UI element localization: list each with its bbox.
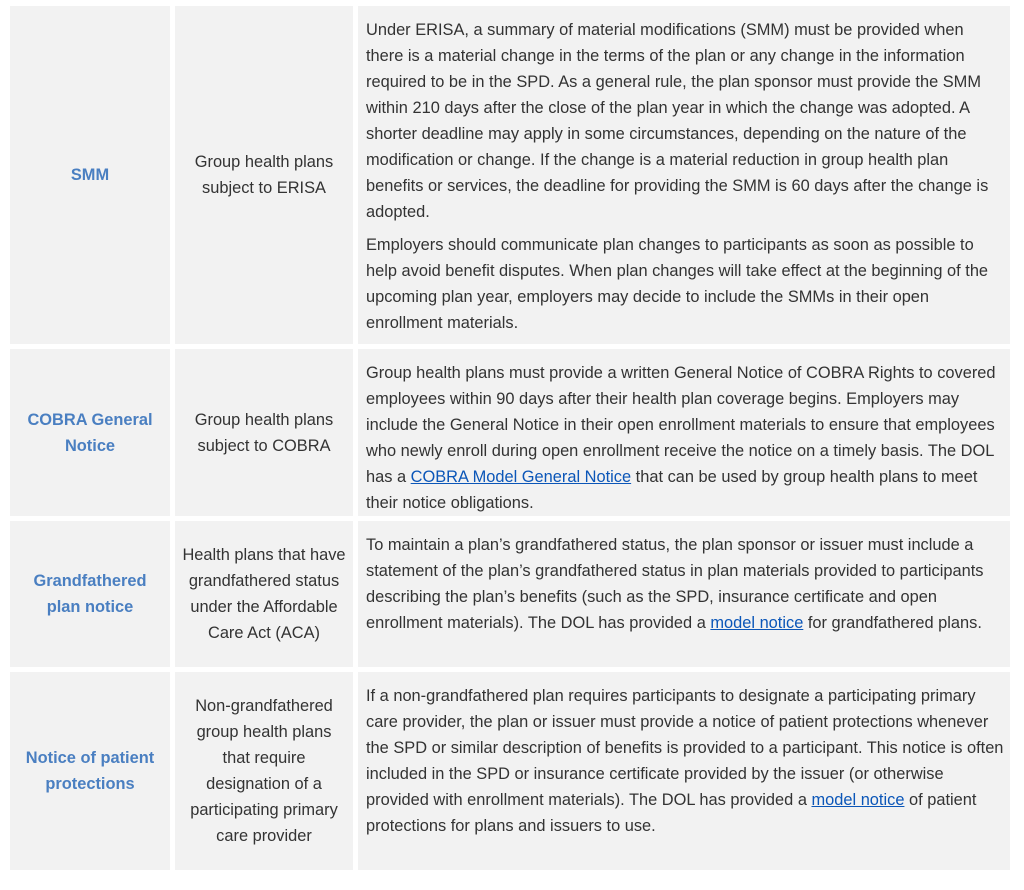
description-paragraph: Under ERISA, a summary of material modifications (SMM) must be provided when there is a material change in the terms of the plan or any change in the information required to be in the SPD. As a general rule, the plan sponsor must provide the SMM within 210 days after the close of the plan year in which the change was adopted. A shorter deadline may apply in some circumstances, depending on the nature of the modification or change. If the change is a material reduction in group health plan benefits or services, the deadline for providing the SMM is 60 days after the change is adopted. (366, 21, 989, 221)
description-paragraph (366, 532, 1004, 636)
description-text: for grandfathered plans. (803, 614, 982, 632)
applies-to-text: Non-grandfathered group health plans that require designation of a participating primary care provider (190, 697, 338, 845)
notice-name-cell (10, 349, 170, 516)
description-text: To maintain a plan’s grandfathered status, the plan sponsor or issuer must include a statement of the plan’s grandfathered status in plan materials provided to participants describing the plan’s benefits (such as the SPD, insurance certificate and open enrollment materials). The DOL has provided a (366, 536, 984, 632)
description-text: Group health plans must provide a written General Notice of COBRA Rights to covered employees within 90 days after their health plan coverage begins. Employers may include the General Notice in their open enrollment materials to ensure that employees who newly enroll during open enrollment receive the notice on a timely basis. The DOL has a (366, 364, 996, 486)
table-row-smm (10, 6, 1010, 344)
applies-to-text: Health plans that have grandfathered status under the Affordable Care Act (ACA) (182, 546, 346, 642)
applies-to-cell (175, 521, 353, 667)
description-paragraph (366, 683, 1004, 839)
patient-protections-model-notice-link[interactable]: model notice (811, 791, 905, 809)
table-row-grandfathered (10, 521, 1010, 667)
description-cell (358, 521, 1010, 667)
notice-name-cell (10, 521, 170, 667)
description-text: of patient protections for plans and issuers to use. (366, 791, 977, 835)
description-text: If a non-grandfathered plan requires participants to designate a participating primary care provider, the plan or issuer must provide a notice of patient protections whenever the SPD or similar description of benefits is provided to a participant. This notice is often included in the SPD or insurance certificate provided by the issuer (or otherwise provided with enrollment materials). The DOL has provided a (366, 687, 1004, 809)
applies-to-cell (175, 672, 353, 870)
description-cell (358, 672, 1010, 870)
notice-name-cell (10, 6, 170, 344)
description-cell (358, 349, 1010, 516)
applies-to-text: Group health plans subject to COBRA (194, 410, 334, 455)
description-paragraph (366, 360, 1004, 516)
notice-name: COBRA General Notice (27, 410, 153, 455)
notice-name: SMM (70, 166, 110, 184)
grandfathered-model-notice-link[interactable]: model notice (710, 614, 804, 632)
applies-to-text: Group health plans subject to ERISA (194, 153, 334, 197)
applies-to-cell (175, 349, 353, 516)
notice-name-cell (10, 672, 170, 870)
description-text: that can be used by group health plans to meet their notice obligations. (366, 468, 978, 512)
notice-table (10, 6, 1010, 875)
table-row-patient-protections (10, 672, 1010, 870)
notice-name: Grandfathered plan notice (33, 572, 147, 616)
description-cell (358, 6, 1010, 344)
description-paragraph: Employers should communicate plan changes to participants as soon as possible to help avoid benefit disputes. When plan changes will take effect at the beginning of the upcoming plan year, employers may decide to include the SMMs in their open enrollment materials. (366, 236, 989, 332)
cobra-model-notice-link[interactable]: COBRA Model General Notice (410, 468, 632, 486)
applies-to-cell (175, 6, 353, 344)
table-row-cobra (10, 349, 1010, 516)
notice-name: Notice of patient protections (25, 749, 155, 793)
